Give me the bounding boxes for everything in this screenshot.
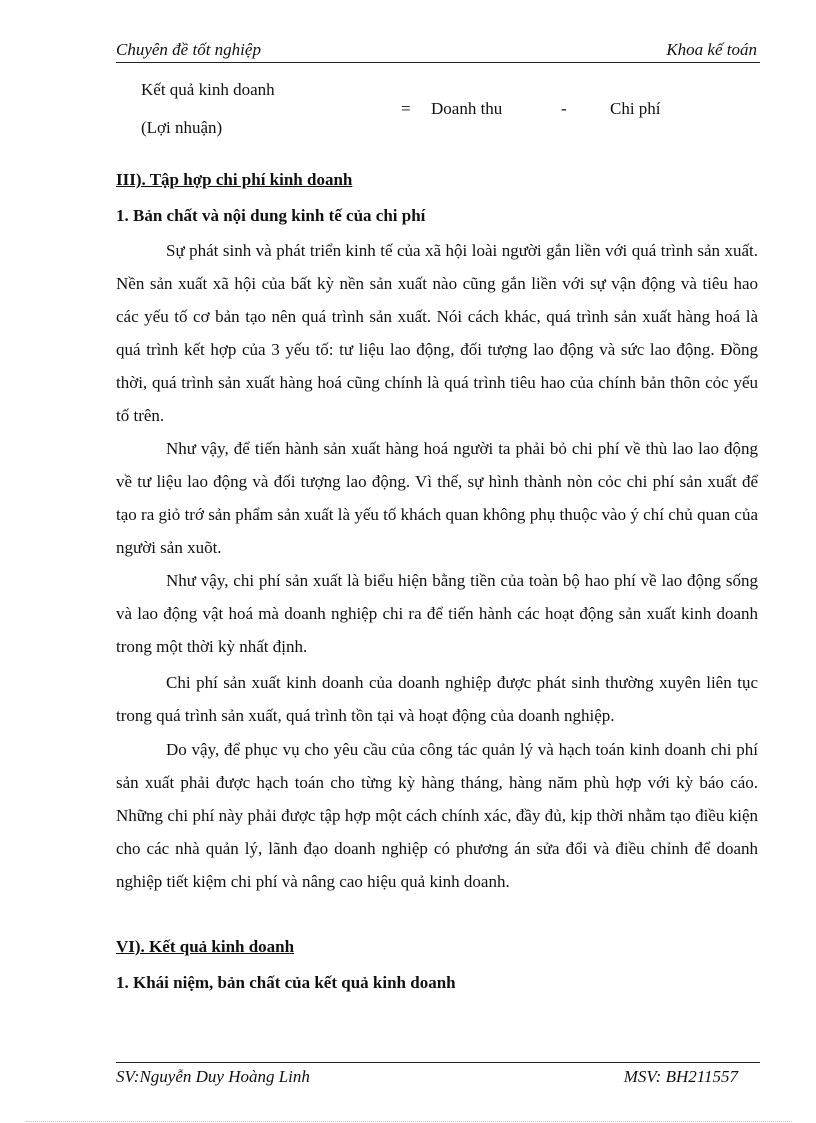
paragraph-1: Sự phát sinh và phát triển kinh tế của xã hội loài người gắn liền với quá trình sản xuất. Nền sản xuất xã hội của bất kỳ nền sản xuất nào cũng gắn liền với sự vận động và tiêu hao các yếu tố cơ bản tạo nên quá trình sản xuất. Nói cách khác, quá trình sản xuất hàng hoá là quá trình kết hợp của 3 yếu tố: tư liệu lao động, đối tượng lao động và sức lao động. Đồng thời, quá trình sản xuất hàng hoá cũng chính là quá trình tiêu hao của chính bản thõn cỏc yếu tố trên. [116, 241, 758, 425]
formula-revenue: Doanh thu [431, 99, 503, 118]
paragraph-4: Chi phí sản xuất kinh doanh của doanh nghiệp được phát sinh thường xuyên liên tục trong quá trình sản xuất, quá trình tồn tại và hoạt động của doanh nghiệp. [116, 673, 758, 725]
section-6-title: VI). Kết quả kinh doanh [116, 937, 295, 956]
page-footer [116, 1062, 760, 1089]
paragraph-2: Như vậy, để tiến hành sản xuất hàng hoá người ta phải bỏ chi phí về thù lao lao động về tư liệu lao động và đối tượng lao động. Vì thế, sự hình thành nòn cỏc chi phí sản xuất để tạo ra giỏ trớ sản phẩm sản xuất là yếu tố khách quan không phụ thuộc vào ý chí chủ quan của người sản xuõt. [116, 439, 758, 557]
section-6-subtitle: 1. Khái niệm, bản chất của kết quả kinh doanh [116, 973, 456, 992]
section-3-title: III). Tập hợp chi phí kinh doanh [116, 170, 353, 189]
header-department: Khoa kế toán [666, 40, 757, 59]
page-header [116, 38, 760, 63]
section-3-subtitle: 1. Bản chất và nội dung kinh tế của chi phí [116, 206, 426, 225]
footer-student-name: SV:Nguyễn Duy Hoàng Linh [116, 1067, 310, 1086]
header-thesis-title: Chuyên đề tốt nghiệp [116, 40, 261, 59]
paragraph-3: Như vậy, chi phí sản xuất là biểu hiện bằng tiền của toàn bộ hao phí về lao động sống và lao động vật hoá mà doanh nghiệp chi ra để tiến hành các hoạt động sản xuất kinh doanh trong một thời kỳ nhất định. [116, 571, 758, 656]
page-bottom-edge [26, 1121, 792, 1122]
paragraph-5: Do vậy, để phục vụ cho yêu cầu của công tác quản lý và hạch toán kinh doanh chi phí sản xuất phải được hạch toán cho từng kỳ hàng tháng, hàng năm phù hợp với kỳ báo cáo. Những chi phí này phải được tập hợp một cách chính xác, đầy đủ, kịp thời nhằm tạo điều kiện cho các nhà quản lý, lãnh đạo doanh nghiệp có phương án sửa đổi và điều chỉnh để doanh nghiệp tiết kiệm chi phí và nâng cao hiệu quả kinh doanh. [116, 740, 758, 891]
formula-equals: = [401, 99, 411, 118]
formula-label-line2: (Lợi nhuận) [141, 118, 223, 137]
formula-label-line1: Kết quả kinh doanh [141, 80, 275, 99]
formula-minus: - [561, 99, 567, 118]
formula-cost: Chi phí [610, 99, 661, 118]
footer-student-id: MSV: BH211557 [623, 1067, 738, 1086]
